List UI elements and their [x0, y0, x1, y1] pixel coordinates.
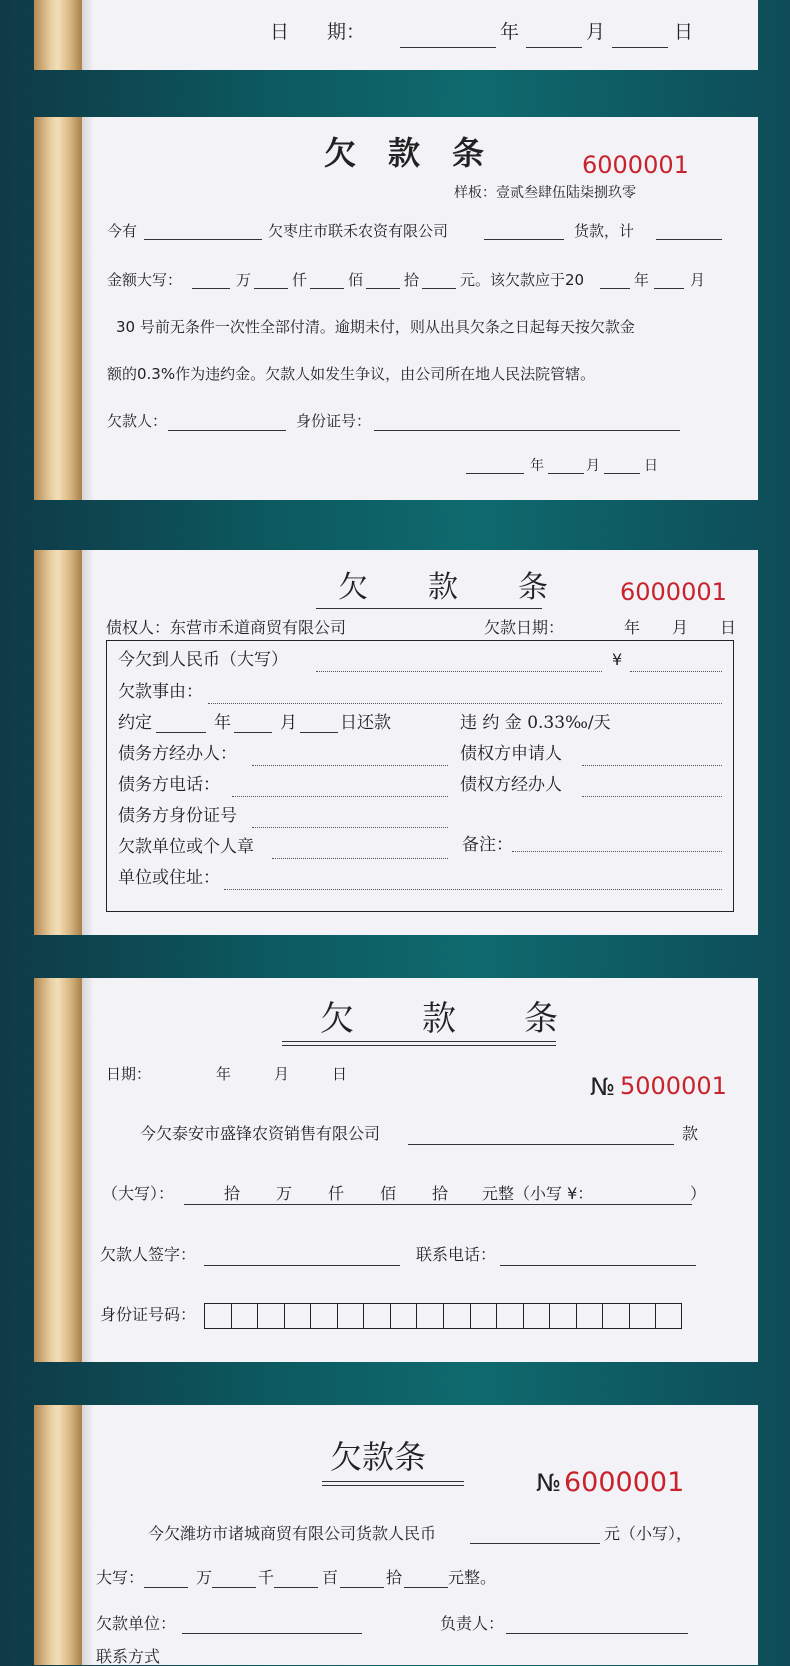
unit-bai: 佰 [380, 1184, 397, 1203]
seal-label: 欠款单位或个人章 [118, 837, 254, 857]
person-line[interactable] [506, 1633, 688, 1634]
id-digit-cell[interactable] [550, 1304, 577, 1328]
rmb-line[interactable] [316, 671, 602, 672]
year-label: 年 [500, 21, 520, 43]
id-digit-cell[interactable] [444, 1304, 471, 1328]
receipt-card-2 [34, 117, 758, 500]
reason-label: 欠款事由： [118, 682, 203, 702]
id-digit-cell[interactable] [311, 1304, 338, 1328]
creditor-applicant-line[interactable] [582, 765, 722, 766]
debtor-id-label: 债务方身份证号 [118, 806, 237, 826]
creditor-handler-label: 债权方经办人 [460, 775, 562, 795]
sign-year-line[interactable] [466, 473, 524, 474]
number-sign: № [590, 1073, 615, 1101]
goods-label: 货款，计 [574, 222, 635, 240]
receipt-title: 欠 款 条 [324, 134, 485, 172]
yuan-small-label: 元（小写）， [604, 1524, 693, 1543]
month-label: 月 [274, 1065, 290, 1083]
unit-shi: 拾 [432, 1184, 449, 1203]
wan-line[interactable] [192, 288, 230, 289]
seal-line[interactable] [272, 858, 448, 859]
debt-to-company: 今欠泰安市盛锋农资销售有限公司 [140, 1124, 381, 1143]
id-digit-cell[interactable] [205, 1304, 232, 1328]
sign-month-line[interactable] [548, 473, 584, 474]
sign-day-label: 日 [644, 458, 658, 474]
paper-roll [34, 117, 82, 500]
yen-line[interactable] [630, 671, 722, 672]
month-line[interactable] [526, 47, 582, 48]
yen-label: ¥ [612, 650, 623, 669]
title-underline [316, 608, 542, 609]
bai-line[interactable] [310, 288, 344, 289]
amount-line[interactable] [656, 239, 722, 240]
day-label: 日 [332, 1065, 348, 1083]
remark-line[interactable] [512, 851, 722, 852]
agreed-year-line[interactable] [156, 732, 206, 733]
address-label: 单位或住址： [118, 868, 220, 888]
serial-number: 6000001 [564, 1467, 685, 1498]
yuan-line[interactable] [404, 1587, 448, 1588]
debtor-phone-label: 债务方电话： [118, 775, 220, 795]
remark-label: 备注： [462, 835, 513, 855]
day-line[interactable] [612, 47, 668, 48]
id-digit-cell[interactable] [656, 1304, 683, 1328]
id-digit-cell[interactable] [338, 1304, 365, 1328]
qian-label: 千 [258, 1568, 275, 1587]
wan-label: 万 [196, 1568, 213, 1587]
title-underline-2 [282, 1045, 556, 1046]
id-digit-cell[interactable] [630, 1304, 657, 1328]
shi-label: 拾 [386, 1568, 403, 1587]
unit-qian: 仟 [328, 1184, 345, 1203]
receipt-card-5 [34, 1405, 758, 1665]
number-sign: № [536, 1469, 561, 1497]
receipt-title: 欠 款 条 [338, 570, 548, 605]
shi-line[interactable] [366, 288, 400, 289]
rmb-line[interactable] [470, 1543, 600, 1544]
repay-label: 日还款 [340, 713, 391, 733]
contact-label: 联系方式 [96, 1647, 161, 1666]
bai-label: 佰 [348, 271, 364, 289]
id-label: 身份证号码： [100, 1305, 197, 1324]
words-label: 大写： [96, 1568, 145, 1587]
due-month-line[interactable] [654, 288, 684, 289]
paper-roll [34, 0, 82, 70]
shi-line[interactable] [340, 1587, 384, 1588]
id-digit-cell[interactable] [285, 1304, 312, 1328]
terms-line-2: 额的0.3%作为违约金。欠款人如发生争议，由公司所在地人民法院管辖。 [107, 365, 596, 383]
due-year-line[interactable] [600, 288, 630, 289]
serial-number: 6000001 [582, 151, 689, 179]
agreed-month-line[interactable] [234, 732, 272, 733]
debtor-label: 欠款人： [107, 412, 168, 430]
qian-line[interactable] [212, 1587, 256, 1588]
debtor-line[interactable] [168, 430, 286, 431]
agreed-label: 约定 [118, 713, 152, 733]
serial-number: 6000001 [620, 578, 727, 606]
phone-line[interactable] [500, 1265, 696, 1266]
id-number-boxes[interactable] [204, 1303, 682, 1329]
kuan-label: 款 [682, 1124, 699, 1143]
receipt-card-4 [34, 978, 758, 1362]
debtor-id-line[interactable] [252, 827, 448, 828]
title-underline-1 [322, 1481, 464, 1482]
id-line[interactable] [374, 430, 680, 431]
amount-words-label: 金额大写： [107, 271, 183, 289]
agreed-month-label: 月 [280, 713, 297, 733]
title-underline-2 [322, 1485, 464, 1486]
paper-roll [34, 978, 82, 1362]
sign-line[interactable] [204, 1265, 400, 1266]
id-digit-cell[interactable] [524, 1304, 551, 1328]
creditor-applicant-label: 债权方申请人 [460, 744, 562, 764]
yuan-zheng-label: 元整。 [448, 1568, 497, 1587]
terms-line-1: 30 号前无条件一次性全部付清。逾期未付，则从出具欠条之日起每天按欠款金 [116, 318, 635, 336]
bai-line[interactable] [274, 1587, 318, 1588]
qian-line[interactable] [254, 288, 288, 289]
address-line[interactable] [224, 889, 722, 890]
debtor-handler-line[interactable] [252, 765, 448, 766]
year-line[interactable] [400, 47, 496, 48]
line1-prefix: 今有 [107, 222, 138, 240]
sign-month-label: 月 [586, 458, 600, 474]
penalty-rate: 违 约 金 0.33‰/天 [460, 713, 611, 733]
debt-day-label: 日 [720, 618, 737, 637]
id-digit-cell[interactable] [417, 1304, 444, 1328]
id-digit-cell[interactable] [471, 1304, 498, 1328]
agreed-year-label: 年 [214, 713, 231, 733]
rmb-label: 今欠到人民币（大写） [118, 650, 288, 670]
id-label: 身份证号： [296, 412, 372, 430]
sign-year-label: 年 [530, 458, 544, 474]
sign-label: 欠款人签字： [100, 1245, 197, 1264]
due-text: 元。该欠款应于20 [460, 271, 585, 289]
wan-label: 万 [236, 271, 252, 289]
title-underline-1 [282, 1041, 556, 1042]
id-digit-cell[interactable] [364, 1304, 391, 1328]
receipt-title: 欠款条 [330, 1438, 427, 1476]
unit-shi-wan: 拾 [224, 1184, 241, 1203]
date-label: 日期： [106, 1065, 152, 1083]
agreed-day-line[interactable] [300, 732, 338, 733]
id-digit-cell[interactable] [497, 1304, 524, 1328]
unit-line[interactable] [182, 1633, 362, 1634]
person-label: 负责人： [440, 1614, 505, 1633]
due-month-label: 月 [690, 271, 706, 289]
month-label: 月 [586, 21, 606, 43]
unit-wan: 万 [276, 1184, 293, 1203]
serial-number: 5000001 [620, 1072, 727, 1100]
shi-label: 拾 [404, 271, 420, 289]
year-label: 年 [216, 1065, 232, 1083]
words-line[interactable] [184, 1204, 692, 1205]
date-label: 日 期： [270, 21, 366, 43]
id-digit-cell[interactable] [258, 1304, 285, 1328]
receipt-title: 欠 款 条 [320, 999, 558, 1039]
debtor-name-line[interactable] [144, 239, 262, 240]
id-digit-cell[interactable] [391, 1304, 418, 1328]
qian-label: 仟 [292, 271, 308, 289]
words-open: （大写）： [102, 1184, 175, 1203]
words-close: ） [690, 1184, 707, 1203]
id-digit-cell[interactable] [577, 1304, 604, 1328]
sign-day-line[interactable] [604, 473, 640, 474]
sample-text: 样板：壹贰叁肆伍陆柒捌玖零 [454, 185, 636, 201]
receipt-card-3 [34, 550, 758, 935]
paper-roll [34, 1405, 82, 1665]
id-digit-cell[interactable] [603, 1304, 630, 1328]
creditor-company: 欠枣庄市联禾农资有限公司 [268, 222, 449, 240]
yuan-zheng: 元整（小写 ¥： [482, 1184, 594, 1203]
debt-line-text: 今欠潍坊市诸城商贸有限公司货款人民币 [148, 1524, 437, 1543]
creditor-name: 债权人：东营市禾道商贸有限公司 [106, 618, 347, 637]
wan-line[interactable] [144, 1587, 188, 1588]
yuan-line[interactable] [422, 288, 456, 289]
debt-line[interactable] [408, 1144, 674, 1145]
creditor-handler-line[interactable] [582, 796, 722, 797]
goods-line[interactable] [484, 239, 564, 240]
id-digit-cell[interactable] [232, 1304, 259, 1328]
debtor-handler-label: 债务方经办人： [118, 744, 237, 764]
unit-label: 欠款单位： [96, 1614, 177, 1633]
debt-year-label: 年 [624, 618, 641, 637]
phone-label: 联系电话： [416, 1245, 497, 1264]
reason-line[interactable] [208, 703, 722, 704]
receipt-card-1 [34, 0, 758, 70]
day-label: 日 [674, 21, 694, 43]
debt-date-label: 欠款日期： [484, 618, 565, 637]
paper-roll [34, 550, 82, 935]
due-year-label: 年 [634, 271, 650, 289]
debtor-phone-line[interactable] [232, 796, 448, 797]
debt-month-label: 月 [672, 618, 689, 637]
bai-label: 百 [322, 1568, 339, 1587]
